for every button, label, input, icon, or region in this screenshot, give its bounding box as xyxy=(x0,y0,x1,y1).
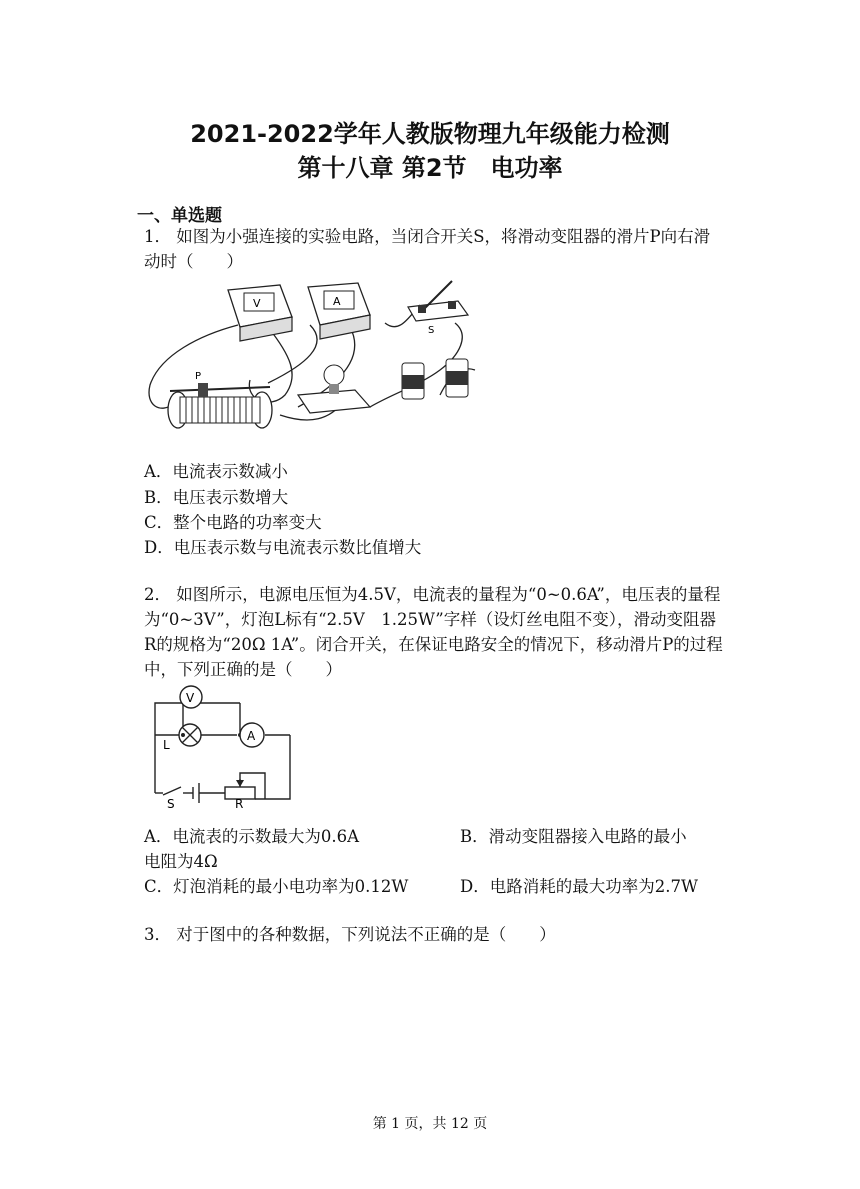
rheostat-figure xyxy=(168,371,272,428)
document-title: 2021-2022学年人教版物理九年级能力检测 xyxy=(190,120,670,148)
question-2-option-d: D．电路消耗的最大功率为2.7W xyxy=(460,877,698,896)
question-1-option-c: C．整个电路的功率变大 xyxy=(144,513,322,532)
question-1-option-d: D．电压表示数与电流表示数比值增大 xyxy=(144,538,422,557)
question-2-option-a: A．电流表的示数最大为0.6A xyxy=(144,827,360,846)
slider-symbol: P xyxy=(195,371,202,382)
switch-symbol: S xyxy=(167,797,175,808)
question-2-stem: 2． 如图所示，电源电压恒为4.5V，电流表的量程为“0~0.6A”，电压表的量程为“0~3V”，灯泡L标有“2.5V 1.25W”字样（设灯丝电阻不变），滑动变阻器R的规格为“20Ω 1A”。闭合开关，在保证电路安全的情况下，移动滑片P的过程中，下列正确的是（ ） xyxy=(144,585,723,679)
question-1-figure xyxy=(140,275,485,435)
lamp-symbol: L xyxy=(163,738,170,752)
switch-symbol: S xyxy=(428,325,435,336)
question-1-stem: 1． 如图为小强连接的实验电路，当闭合开关S，将滑动变阻器的滑片P向右滑动时（ ） xyxy=(144,227,711,271)
rheostat-symbol: R xyxy=(235,797,244,808)
question-1-option-a: A．电流表示数减小 xyxy=(144,462,288,481)
voltmeter-symbol: V xyxy=(186,691,195,705)
battery-figure xyxy=(402,359,468,399)
question-2-circuit xyxy=(145,683,295,808)
ammeter-symbol: A xyxy=(247,729,256,743)
question-1-option-b: B．电压表示数增大 xyxy=(144,488,289,507)
ammeter-symbol: A xyxy=(333,295,341,308)
voltmeter-symbol: V xyxy=(253,297,261,310)
ammeter-figure xyxy=(308,283,370,339)
question-2-option-b: B．滑动变阻器接入电路的最小 xyxy=(460,827,687,846)
section-heading: 一、单选题 xyxy=(137,206,222,226)
lamp-figure xyxy=(298,365,370,413)
voltmeter-figure xyxy=(228,285,292,341)
page-footer: 第 1 页，共 12 页 xyxy=(372,1116,488,1132)
question-3-stem: 3． 对于图中的各种数据，下列说法不正确的是（ ） xyxy=(144,925,556,944)
question-2-option-c: C．灯泡消耗的最小电功率为0.12W xyxy=(144,877,409,896)
question-2-option-b-continued: 电阻为4Ω xyxy=(144,852,218,871)
document-subtitle: 第十八章 第2节 电功率 xyxy=(297,154,563,182)
